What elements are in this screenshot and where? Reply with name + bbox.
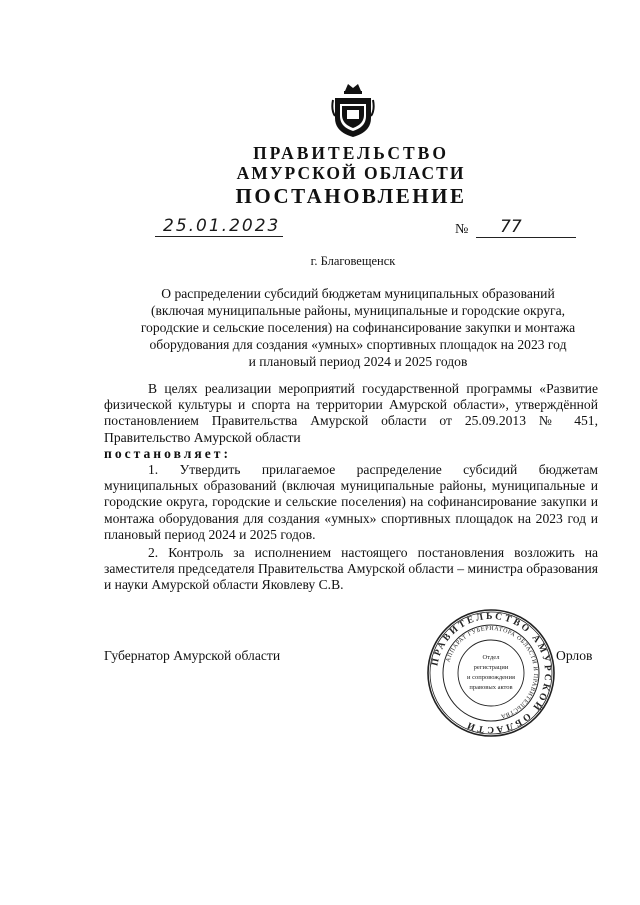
document-date: 25.01.2023 <box>163 216 281 236</box>
signatory-name: Орлов <box>556 648 593 663</box>
organization-name-line2: АМУРСКОЙ ОБЛАСТИ <box>236 163 466 183</box>
number-label: № <box>455 222 469 237</box>
organization-name-line1: ПРАВИТЕЛЬСТВО <box>253 143 449 163</box>
number-underline <box>476 237 576 238</box>
signatory-position: Губернатор Амурской области <box>104 648 281 663</box>
seal-outer-text: ПРАВИТЕЛЬСТВО АМУРСКОЙ ОБЛАСТИ <box>430 611 553 735</box>
resolve-word: постановляет: <box>104 446 231 461</box>
title-line: О распределении субсидий бюджетам муниципальных образований <box>161 286 555 301</box>
seal-center-line: Отдел <box>482 654 500 661</box>
document-number: 77 <box>500 217 522 237</box>
document-title <box>108 285 608 370</box>
seal-center-line: и сопровождения <box>467 674 515 681</box>
item-2-paragraph: 2. Контроль за исполнением настоящего постановления возложить на заместителя председателя Правительства Амурской области – министра образования и науки Амурской области Яковлеву С.В. <box>104 545 598 593</box>
item-1-paragraph: 1. Утвердить прилагаемое распределение субсидий бюджетам муниципальных образований (включая муниципальные районы, муниципальные и городские округа, городские и сельские поселения) на софинансирование закупки и монтажа оборудования для создания «умных» спортивных площадок на 2023 год и плановый период 2024 и 2025 годов. <box>104 462 598 542</box>
seal-center-line: правовых актов <box>469 684 513 691</box>
title-line: городские и сельские поселения) на софинансирование закупки и монтажа <box>140 320 576 335</box>
city-line: г. Благовещенск <box>310 254 396 268</box>
title-line: оборудования для создания «умных» спортивных площадок на 2023 год <box>149 337 567 352</box>
preamble-paragraph: В целях реализации мероприятий государственной программы «Развитие физической культуры и спорта на территории Амурской области», утверждённой постановлением Правительства Амурской области от 25.09.2013 № 451, Правительство Амурской области <box>104 381 598 445</box>
title-line: (включая муниципальные районы, муниципальные и городские округа, <box>150 303 566 318</box>
seal-center-line: регистрации <box>473 664 509 671</box>
document-type-heading: ПОСТАНОВЛЕНИЕ <box>235 184 467 208</box>
date-underline <box>155 236 283 237</box>
coat-of-arms-icon <box>331 82 375 138</box>
seal-inner-text: АППАРАТ ГУБЕРНАТОРА ОБЛАСТИ И ПРАВИТЕЛЬСТВА <box>445 625 539 719</box>
title-line: и плановый период 2024 и 2025 годов <box>248 354 468 369</box>
official-seal <box>425 607 557 739</box>
